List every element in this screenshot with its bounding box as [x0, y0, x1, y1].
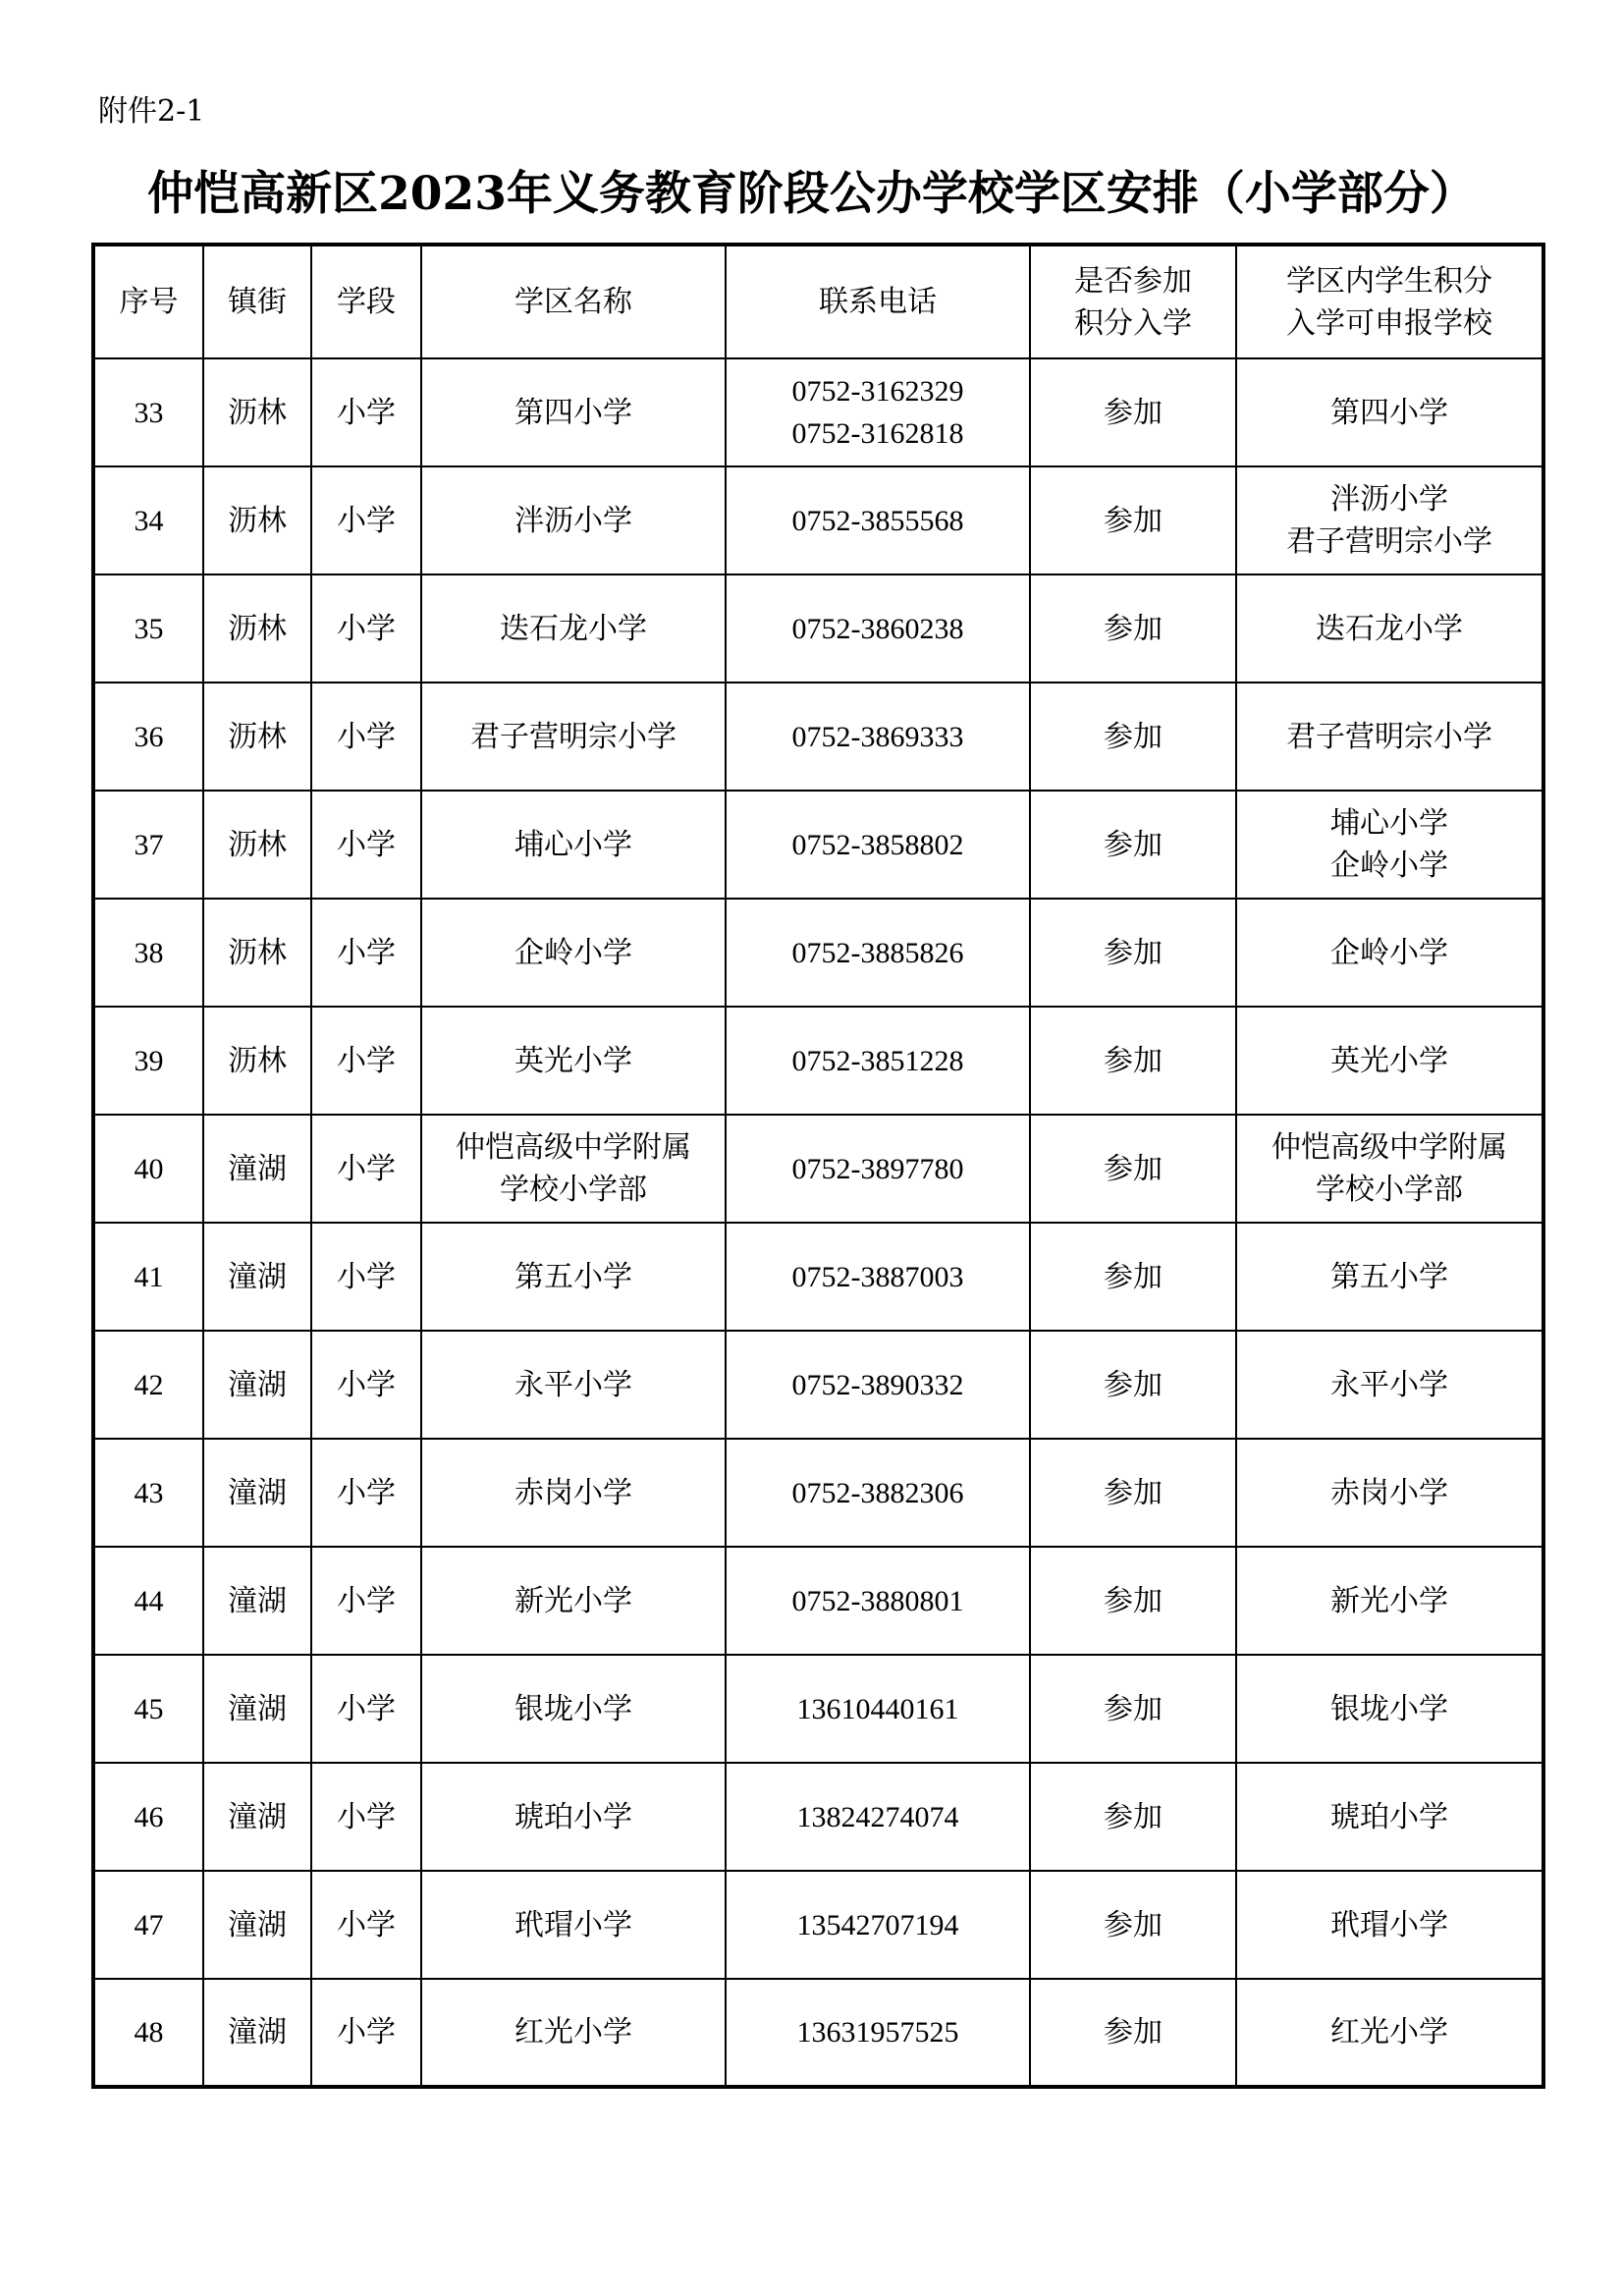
cell-seq: 48: [93, 1979, 203, 2087]
table-row: [93, 791, 1543, 899]
phone-line: 0752-3162329: [791, 375, 964, 408]
cell-district-name: [421, 791, 726, 899]
cell-phone: [726, 1871, 1030, 1979]
header-points-line1: 是否参加: [1074, 263, 1192, 299]
cell-stage: 小学: [311, 1439, 421, 1547]
table-row: [93, 466, 1543, 574]
applicable-school-line: 新光小学: [1330, 1583, 1448, 1618]
header-town: 镇街: [203, 245, 311, 358]
cell-stage: 小学: [311, 899, 421, 1007]
phone-line: 13610440161: [796, 1692, 959, 1725]
cell-town: 沥林: [203, 683, 311, 791]
cell-phone: [726, 899, 1030, 1007]
cell-points-admission: 参加: [1030, 466, 1236, 574]
district-name-line: 玳瑁小学: [514, 1907, 632, 1942]
district-name-line: 银垅小学: [514, 1691, 632, 1726]
cell-seq: 34: [93, 466, 203, 574]
phone-line: 13542707194: [796, 1908, 959, 1941]
cell-district-name: [421, 1871, 726, 1979]
district-name-line: 泮沥小学: [514, 503, 632, 538]
cell-district-name: [421, 1547, 726, 1655]
cell-town: 潼湖: [203, 1115, 311, 1223]
cell-town: 沥林: [203, 574, 311, 683]
cell-seq: 42: [93, 1331, 203, 1439]
cell-points-admission: 参加: [1030, 1007, 1236, 1115]
table-row: [93, 1655, 1543, 1763]
cell-stage: 小学: [311, 466, 421, 574]
cell-applicable-schools: [1236, 1871, 1543, 1979]
cell-stage: 小学: [311, 1979, 421, 2087]
district-name-line: 第五小学: [514, 1259, 632, 1294]
table-row: [93, 1763, 1543, 1871]
cell-seq: 46: [93, 1763, 203, 1871]
cell-stage: 小学: [311, 1115, 421, 1223]
header-seq: 序号: [93, 245, 203, 358]
cell-district-name: [421, 1979, 726, 2087]
cell-applicable-schools: [1236, 1439, 1543, 1547]
cell-district-name: [421, 1763, 726, 1871]
cell-seq: 33: [93, 358, 203, 466]
cell-points-admission: 参加: [1030, 1115, 1236, 1223]
cell-stage: 小学: [311, 791, 421, 899]
cell-stage: 小学: [311, 1223, 421, 1331]
phone-line: 13824274074: [796, 1800, 959, 1833]
cell-phone: [726, 1115, 1030, 1223]
cell-town: 沥林: [203, 791, 311, 899]
table-row: [93, 574, 1543, 683]
phone-line: 0752-3162818: [791, 417, 964, 450]
cell-phone: [726, 683, 1030, 791]
table-row: [93, 1223, 1543, 1331]
applicable-school-line: 企岭小学: [1330, 935, 1448, 970]
cell-seq: 44: [93, 1547, 203, 1655]
district-name-line: 企岭小学: [514, 935, 632, 970]
applicable-school-line: 企岭小学: [1330, 848, 1448, 883]
table-row: [93, 1547, 1543, 1655]
cell-seq: 35: [93, 574, 203, 683]
applicable-school-line: 君子营明宗小学: [1286, 719, 1492, 754]
district-name-line: 赤岗小学: [514, 1475, 632, 1510]
cell-town: 潼湖: [203, 1223, 311, 1331]
table-header-row: [93, 245, 1543, 358]
district-name-line: 埔心小学: [514, 827, 632, 862]
cell-applicable-schools: [1236, 683, 1543, 791]
district-name-line: 仲恺高级中学附属: [456, 1130, 691, 1165]
phone-line: 0752-3885826: [791, 936, 964, 969]
cell-points-admission: 参加: [1030, 1331, 1236, 1439]
cell-phone: [726, 1763, 1030, 1871]
cell-points-admission: 参加: [1030, 574, 1236, 683]
cell-points-admission: 参加: [1030, 1655, 1236, 1763]
applicable-school-line: 赤岗小学: [1330, 1475, 1448, 1510]
cell-applicable-schools: [1236, 899, 1543, 1007]
cell-applicable-schools: [1236, 1007, 1543, 1115]
cell-town: 沥林: [203, 358, 311, 466]
applicable-school-line: 琥珀小学: [1330, 1799, 1448, 1834]
cell-applicable-schools: [1236, 1547, 1543, 1655]
cell-phone: [726, 1439, 1030, 1547]
table-row: [93, 1871, 1543, 1979]
cell-stage: 小学: [311, 1331, 421, 1439]
cell-seq: 38: [93, 899, 203, 1007]
cell-phone: [726, 1331, 1030, 1439]
cell-town: 潼湖: [203, 1655, 311, 1763]
cell-district-name: [421, 358, 726, 466]
cell-stage: 小学: [311, 1007, 421, 1115]
phone-line: 0752-3897780: [791, 1152, 964, 1185]
applicable-school-line: 银垅小学: [1330, 1691, 1448, 1726]
table-row: [93, 1439, 1543, 1547]
cell-applicable-schools: [1236, 1331, 1543, 1439]
applicable-school-line: 红光小学: [1330, 2015, 1448, 2050]
district-name-line: 新光小学: [514, 1583, 632, 1618]
phone-line: 0752-3887003: [791, 1260, 964, 1293]
applicable-school-line: 泮沥小学: [1330, 482, 1448, 517]
cell-phone: [726, 1007, 1030, 1115]
cell-phone: [726, 1979, 1030, 2087]
cell-stage: 小学: [311, 683, 421, 791]
cell-points-admission: 参加: [1030, 683, 1236, 791]
cell-district-name: [421, 1331, 726, 1439]
cell-applicable-schools: [1236, 574, 1543, 683]
cell-points-admission: 参加: [1030, 1547, 1236, 1655]
header-district-name: 学区名称: [421, 245, 726, 358]
applicable-school-line: 永平小学: [1330, 1367, 1448, 1402]
district-name-line: 英光小学: [514, 1043, 632, 1078]
cell-district-name: [421, 574, 726, 683]
cell-points-admission: 参加: [1030, 1223, 1236, 1331]
cell-applicable-schools: [1236, 1223, 1543, 1331]
cell-town: 潼湖: [203, 1763, 311, 1871]
district-name-line: 第四小学: [514, 395, 632, 430]
cell-points-admission: 参加: [1030, 791, 1236, 899]
applicable-school-line: 玳瑁小学: [1330, 1907, 1448, 1942]
district-name-line: 君子营明宗小学: [470, 719, 676, 754]
attachment-label: 附件2-1: [98, 94, 205, 129]
cell-stage: 小学: [311, 1763, 421, 1871]
cell-stage: 小学: [311, 358, 421, 466]
cell-applicable-schools: [1236, 358, 1543, 466]
table-row: [93, 358, 1543, 466]
cell-stage: 小学: [311, 1871, 421, 1979]
cell-town: 沥林: [203, 1007, 311, 1115]
applicable-school-line: 英光小学: [1330, 1043, 1448, 1078]
cell-points-admission: 参加: [1030, 358, 1236, 466]
cell-seq: 43: [93, 1439, 203, 1547]
header-points-line2: 积分入学: [1074, 305, 1192, 341]
district-name-line: 琥珀小学: [514, 1799, 632, 1834]
header-phone: 联系电话: [726, 245, 1030, 358]
cell-phone: [726, 791, 1030, 899]
cell-district-name: [421, 899, 726, 1007]
table-row: [93, 1115, 1543, 1223]
cell-town: 潼湖: [203, 1439, 311, 1547]
phone-line: 0752-3869333: [791, 720, 964, 753]
cell-phone: [726, 574, 1030, 683]
header-apply-line2: 入学可申报学校: [1286, 305, 1492, 341]
cell-stage: 小学: [311, 1655, 421, 1763]
cell-points-admission: 参加: [1030, 899, 1236, 1007]
cell-seq: 36: [93, 683, 203, 791]
applicable-school-line: 君子营明宗小学: [1286, 524, 1492, 559]
cell-district-name: [421, 1223, 726, 1331]
phone-line: 0752-3855568: [791, 504, 964, 537]
district-name-line: 迭石龙小学: [500, 611, 647, 646]
cell-applicable-schools: [1236, 1763, 1543, 1871]
header-points-admission: [1030, 245, 1236, 358]
cell-points-admission: 参加: [1030, 1439, 1236, 1547]
cell-phone: [726, 1655, 1030, 1763]
cell-phone: [726, 358, 1030, 466]
cell-town: 沥林: [203, 899, 311, 1007]
cell-phone: [726, 1547, 1030, 1655]
district-name-line: 红光小学: [514, 2015, 632, 2050]
cell-town: 潼湖: [203, 1979, 311, 2087]
cell-applicable-schools: [1236, 791, 1543, 899]
phone-line: 0752-3880801: [791, 1584, 964, 1617]
cell-points-admission: 参加: [1030, 1763, 1236, 1871]
cell-town: 潼湖: [203, 1331, 311, 1439]
table-row: [93, 1331, 1543, 1439]
district-name-line: 永平小学: [514, 1367, 632, 1402]
cell-applicable-schools: [1236, 1655, 1543, 1763]
header-applicable-schools: [1236, 245, 1543, 358]
applicable-school-line: 第四小学: [1330, 395, 1448, 430]
phone-line: 0752-3890332: [791, 1368, 964, 1401]
cell-applicable-schools: [1236, 466, 1543, 574]
header-apply-line1: 学区内学生积分: [1286, 263, 1492, 299]
cell-stage: 小学: [311, 1547, 421, 1655]
applicable-school-line: 仲恺高级中学附属: [1271, 1130, 1507, 1165]
table-row: [93, 1007, 1543, 1115]
document-title: 仲恺高新区2023年义务教育阶段公办学校学区安排（小学部分）: [147, 167, 1476, 221]
cell-district-name: [421, 1439, 726, 1547]
cell-seq: 47: [93, 1871, 203, 1979]
table-body: [93, 358, 1543, 2087]
cell-district-name: [421, 683, 726, 791]
table-row: [93, 683, 1543, 791]
cell-points-admission: 参加: [1030, 1979, 1236, 2087]
cell-seq: 45: [93, 1655, 203, 1763]
phone-line: 13631957525: [796, 2016, 959, 2049]
school-district-table: [91, 243, 1545, 2089]
cell-district-name: [421, 1655, 726, 1763]
cell-district-name: [421, 1115, 726, 1223]
cell-district-name: [421, 1007, 726, 1115]
cell-town: 潼湖: [203, 1547, 311, 1655]
cell-town: 潼湖: [203, 1871, 311, 1979]
phone-line: 0752-3860238: [791, 612, 964, 645]
table-row: [93, 899, 1543, 1007]
header-stage: 学段: [311, 245, 421, 358]
district-name-line: 学校小学部: [500, 1173, 647, 1207]
phone-line: 0752-3858802: [791, 828, 964, 861]
cell-applicable-schools: [1236, 1115, 1543, 1223]
phone-line: 0752-3851228: [791, 1044, 964, 1077]
cell-town: 沥林: [203, 466, 311, 574]
phone-line: 0752-3882306: [791, 1476, 964, 1509]
applicable-school-line: 学校小学部: [1316, 1173, 1463, 1207]
applicable-school-line: 埔心小学: [1330, 806, 1448, 841]
table-row: [93, 1979, 1543, 2087]
cell-seq: 37: [93, 791, 203, 899]
cell-seq: 39: [93, 1007, 203, 1115]
cell-applicable-schools: [1236, 1979, 1543, 2087]
cell-phone: [726, 1223, 1030, 1331]
cell-seq: 41: [93, 1223, 203, 1331]
cell-stage: 小学: [311, 574, 421, 683]
cell-district-name: [421, 466, 726, 574]
applicable-school-line: 第五小学: [1330, 1259, 1448, 1294]
cell-seq: 40: [93, 1115, 203, 1223]
applicable-school-line: 迭石龙小学: [1316, 611, 1463, 646]
cell-points-admission: 参加: [1030, 1871, 1236, 1979]
cell-phone: [726, 466, 1030, 574]
